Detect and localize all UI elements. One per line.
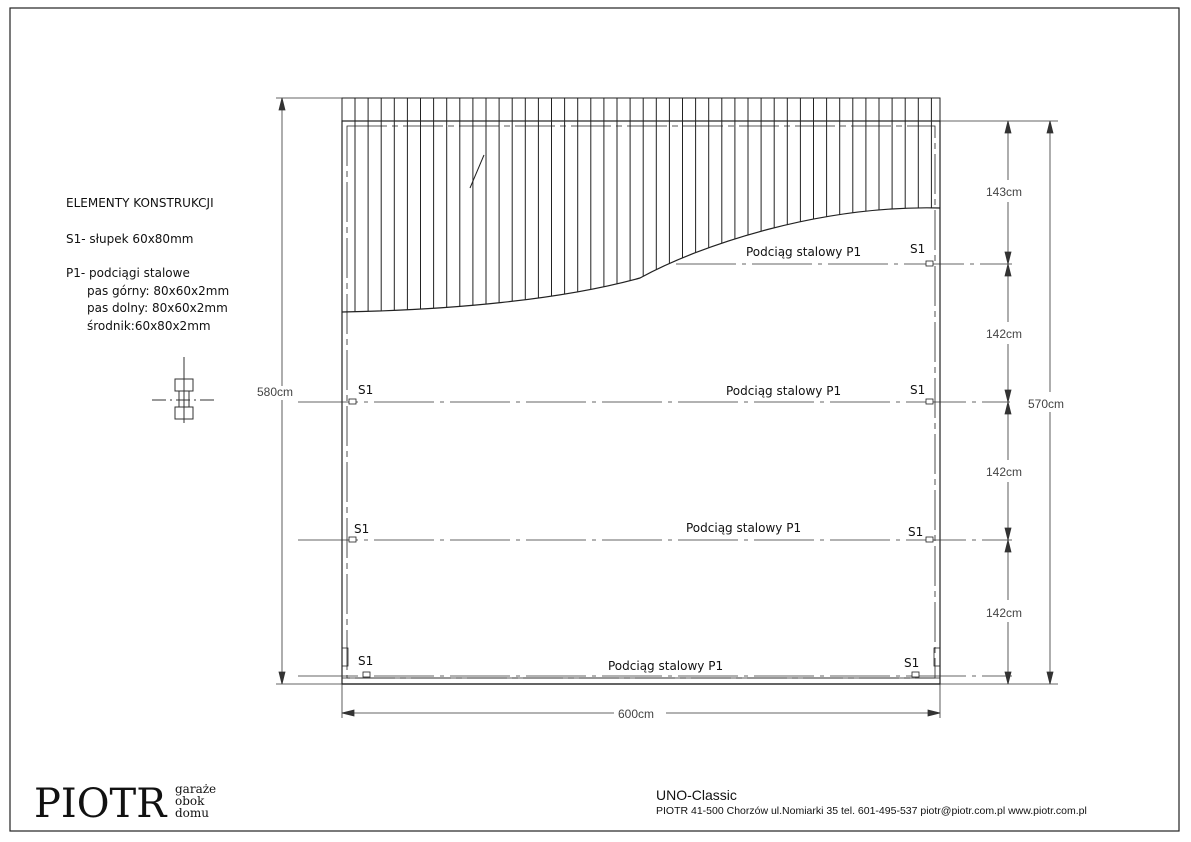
dimension-segment-2: 142cm bbox=[986, 327, 1023, 341]
brand-name: PIOTR bbox=[34, 781, 167, 827]
post-label: S1 bbox=[358, 383, 374, 397]
brand-tagline-3: domu bbox=[175, 806, 210, 820]
beam-label: Podciąg stalowy P1 bbox=[686, 521, 802, 535]
dimension-segment-4: 142cm bbox=[986, 606, 1023, 620]
legend-post: S1- słupek 60x80mm bbox=[66, 232, 194, 246]
legend-beam-web: środnik:60x80x2mm bbox=[87, 319, 211, 333]
beam-label: Podciąg stalowy P1 bbox=[726, 384, 842, 398]
brand-tagline-1: garaże bbox=[175, 782, 217, 796]
post-section-symbol bbox=[152, 357, 215, 423]
post-label: S1 bbox=[910, 383, 926, 397]
structure-frame bbox=[342, 121, 940, 684]
brand-logo bbox=[34, 781, 216, 827]
roof-sheet-lines bbox=[355, 98, 931, 312]
legend-title: ELEMENTY KONSTRUKCJI bbox=[66, 196, 214, 210]
post-label: S1 bbox=[358, 654, 374, 668]
roof-sheeting bbox=[342, 98, 940, 312]
beam-lines bbox=[298, 264, 1012, 676]
beam-labels bbox=[608, 245, 861, 673]
dimension-height-right: 570cm bbox=[1028, 397, 1065, 411]
post-label: S1 bbox=[908, 525, 924, 539]
post-label: S1 bbox=[354, 522, 370, 536]
beam-label: Podciąg stalowy P1 bbox=[608, 659, 724, 673]
dimension-segment-1: 143cm bbox=[986, 185, 1023, 199]
legend-beam: P1- podciągi stalowe bbox=[66, 266, 190, 280]
posts bbox=[349, 261, 933, 677]
title-block bbox=[656, 787, 1087, 817]
dimension-segments bbox=[1005, 121, 1011, 684]
beam-label: Podciąg stalowy P1 bbox=[746, 245, 862, 259]
model-name: UNO-Classic bbox=[656, 787, 737, 803]
post-label: S1 bbox=[910, 242, 926, 256]
dimension-segment-3: 142cm bbox=[986, 465, 1023, 479]
dimension-height-left: 580cm bbox=[257, 385, 294, 399]
post-labels bbox=[354, 242, 925, 670]
company-address: PIOTR 41-500 Chorzów ul.Nomiarki 35 tel. 601-495-537 piotr@piotr.com.pl www.piotr.com.pl bbox=[656, 805, 1087, 817]
construction-legend bbox=[66, 196, 229, 333]
legend-beam-bottom-chord: pas dolny: 80x60x2mm bbox=[87, 301, 228, 315]
legend-beam-top-chord: pas górny: 80x60x2mm bbox=[87, 284, 230, 298]
dimension-width-label: 600cm bbox=[618, 707, 655, 721]
brand-tagline-2: obok bbox=[175, 794, 205, 808]
post-label: S1 bbox=[904, 656, 920, 670]
